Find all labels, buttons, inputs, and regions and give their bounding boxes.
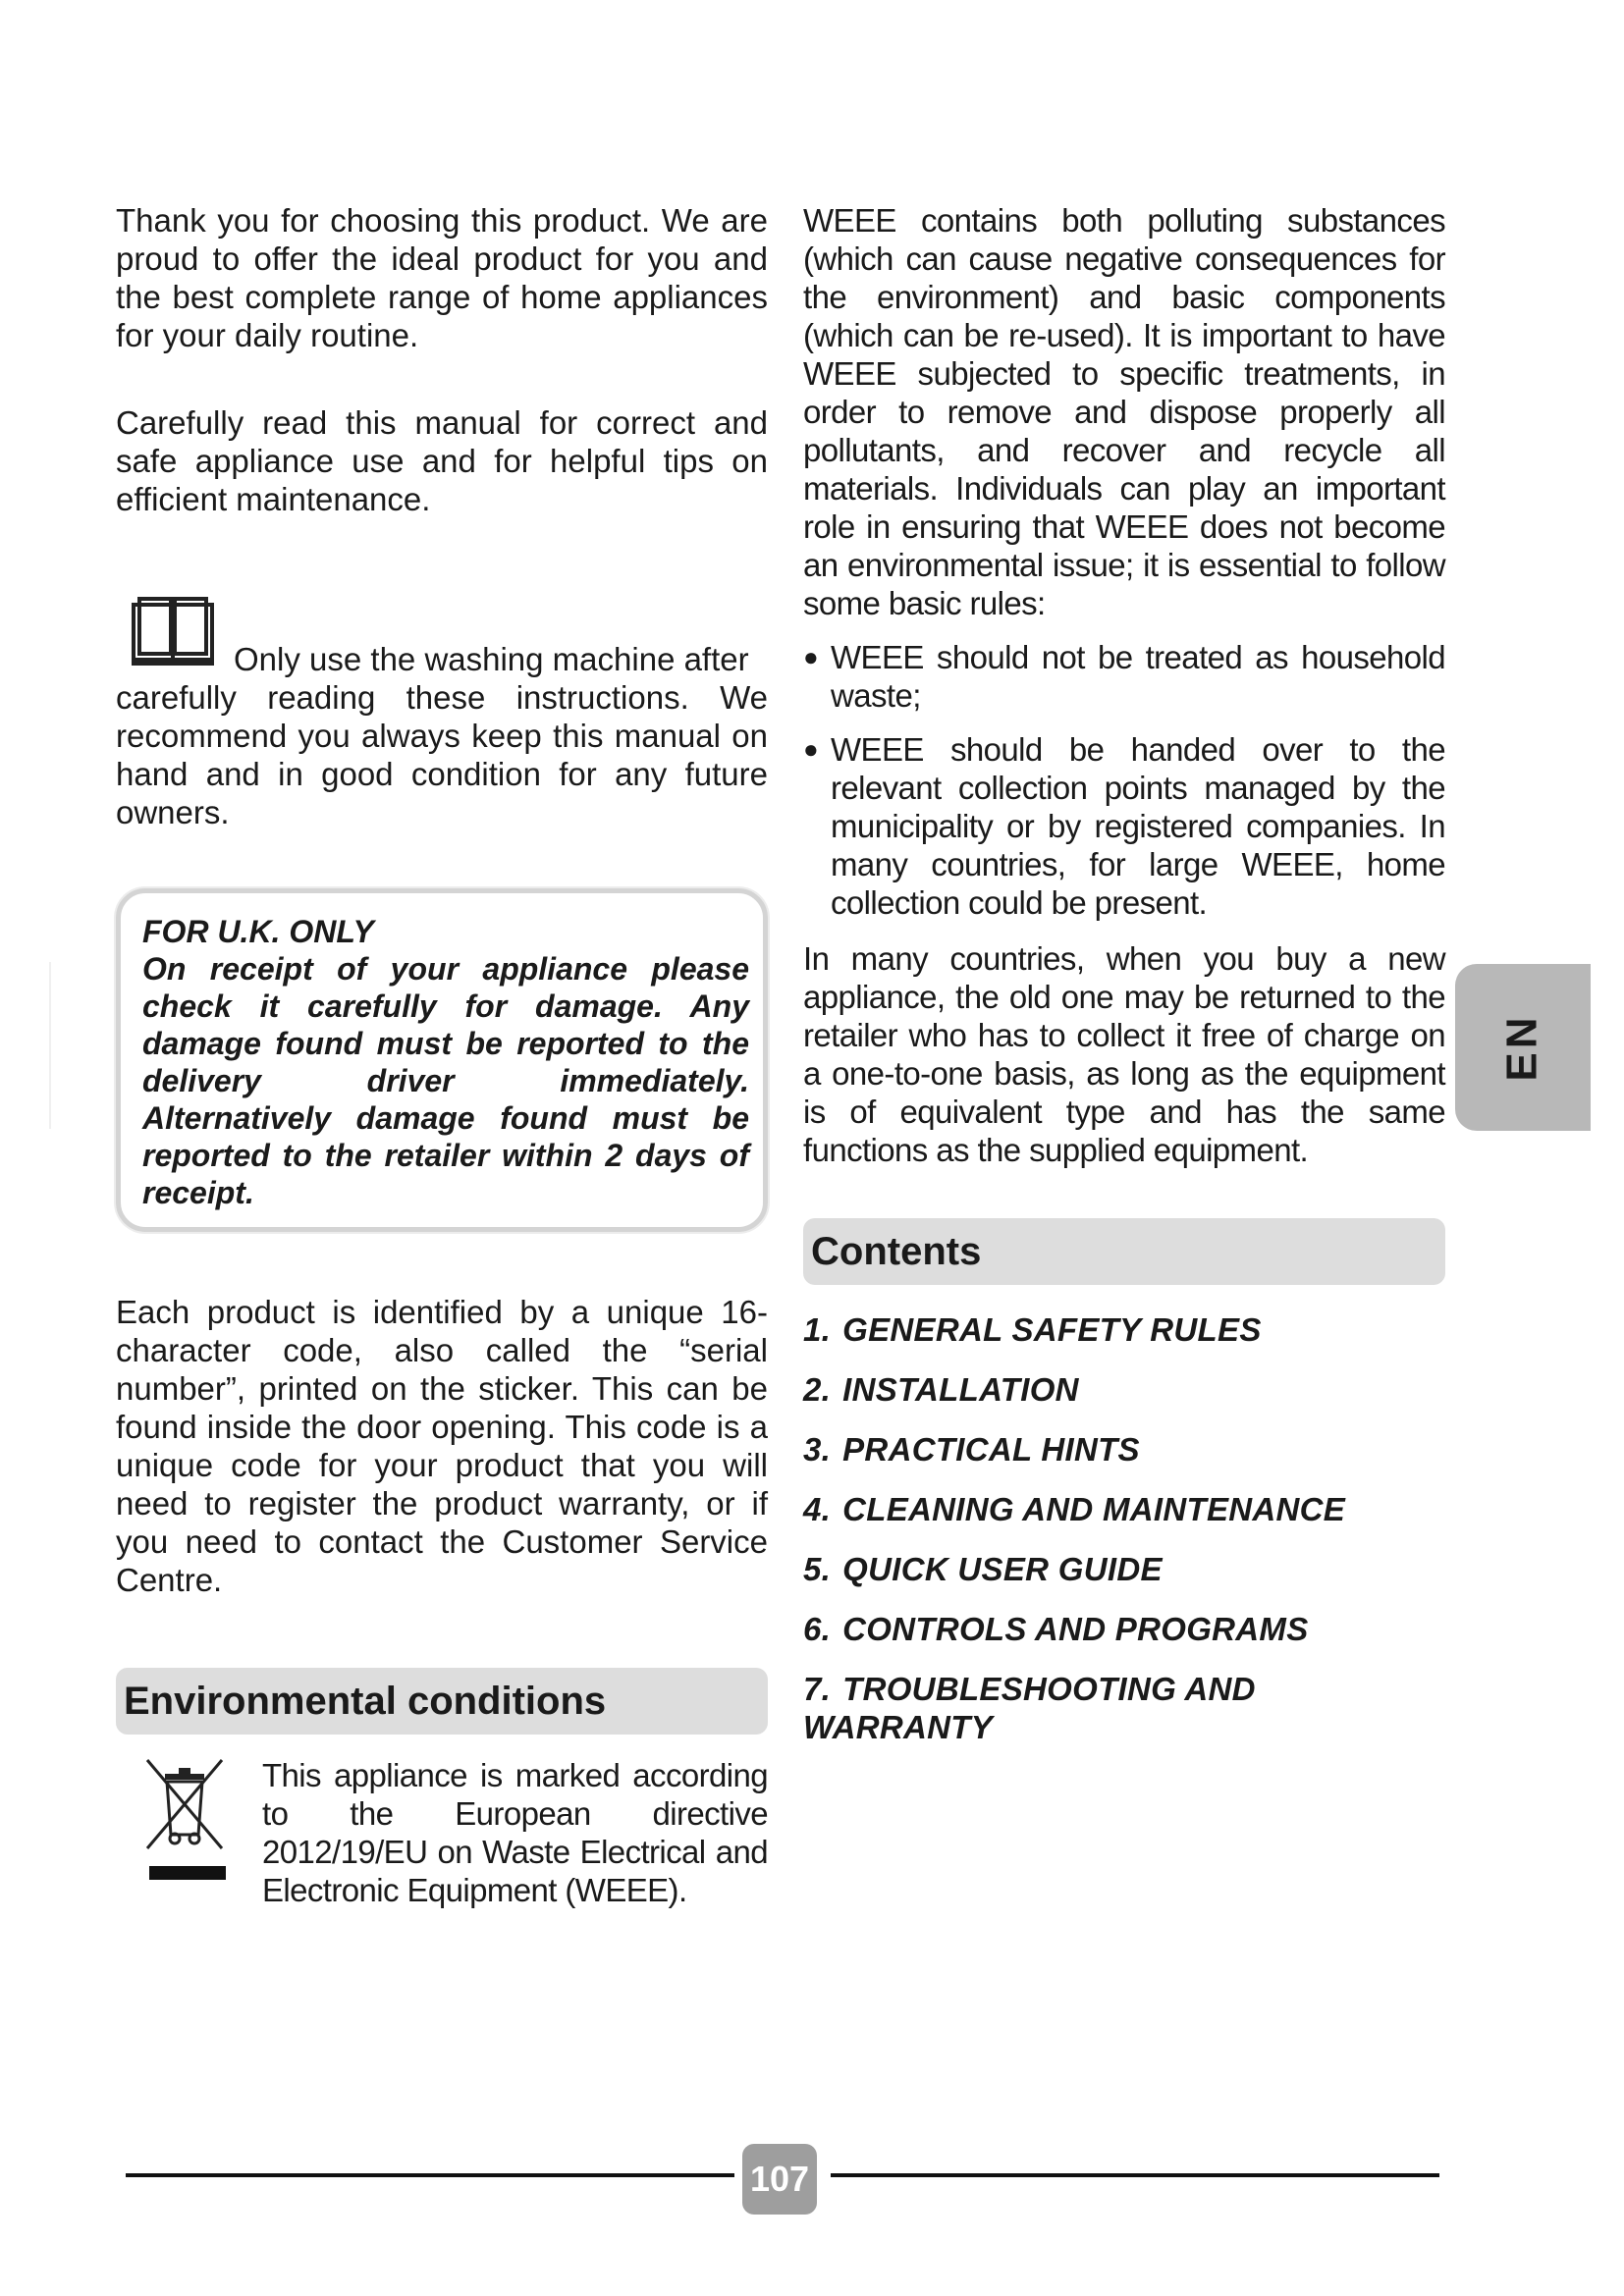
language-tab xyxy=(1455,964,1591,1131)
manual-note-text: carefully reading these instructions. We recommend you always keep this manual on hand and in good condition for any future owners. xyxy=(116,679,768,830)
weee-bullet-text: WEEE should not be treated as household waste; xyxy=(831,639,1445,714)
manual-note-first-line: Only use the washing machine after xyxy=(234,641,749,677)
contents-list xyxy=(803,1310,1445,1746)
contents-item[interactable]: 6. CONTROLS AND PROGRAMS xyxy=(803,1611,1309,1647)
left-column xyxy=(116,201,768,1909)
right-column xyxy=(803,201,1445,1768)
language-tab-label: EN xyxy=(1498,1013,1546,1082)
environmental-body xyxy=(116,1756,768,1909)
weee-bullet xyxy=(803,638,1445,715)
weee-bullet-text: WEEE should be handed over to the relevant collection points managed by the municipality or by registered companies. In many countries, for large WEEE, home collection could be present. xyxy=(831,731,1445,921)
footer-rule xyxy=(831,2173,1439,2177)
uk-only-title: FOR U.K. ONLY xyxy=(142,914,374,949)
manual-note xyxy=(116,595,768,831)
bullet-dot-icon: ● xyxy=(803,642,819,671)
contents-item[interactable]: 2. INSTALLATION xyxy=(803,1371,1079,1408)
contents-heading: Contents xyxy=(803,1218,1445,1285)
footer-rule xyxy=(126,2173,734,2177)
margin-mark xyxy=(49,962,51,1129)
book-icon xyxy=(130,595,216,667)
manual-tip-paragraph: Carefully read this manual for correct and safe appliance use and for helpful tips on efficient maintenance. xyxy=(116,404,768,517)
uk-only-box xyxy=(116,888,768,1232)
environmental-text: This appliance is marked according to the European directive 2012/19/EU on Waste Electrical and Electronic Equipment (WEEE). xyxy=(262,1757,768,1908)
bullet-dot-icon: ● xyxy=(803,734,819,764)
weee-bullet xyxy=(803,730,1445,922)
intro-paragraph: Thank you for choosing this product. We are proud to offer the ideal product for you and the best complete range of home appliances for your daily routine. xyxy=(116,202,768,353)
contents-item[interactable]: 3. PRACTICAL HINTS xyxy=(803,1431,1140,1468)
return-old-appliance-paragraph: In many countries, when you buy a new appliance, the old one may be returned to the retailer who has to collect it free of charge on a one-to-one basis, as long as the equipment is of equivalent type and has the same functions as the supplied equipment. xyxy=(803,940,1445,1168)
weee-paragraph: WEEE contains both polluting substances (which can cause negative consequences for the environment) and basic components (which can be re-used). It is important to have WEEE subjected to specific treatments, in order to remove and dispose properly all pollutants, and recover and recycle all materials. Individuals can play an important role in ensuring that WEEE does not become an environmental issue; it is essential to follow some basic rules: xyxy=(803,202,1445,621)
crossed-bin-icon xyxy=(137,1756,236,1884)
contents-item[interactable]: 7. TROUBLESHOOTING AND WARRANTY xyxy=(803,1671,1256,1745)
contents-item[interactable]: 5. QUICK USER GUIDE xyxy=(803,1551,1163,1587)
page-number: 107 xyxy=(742,2144,817,2215)
contents-item[interactable]: 1. GENERAL SAFETY RULES xyxy=(803,1311,1262,1348)
environmental-heading: Environmental conditions xyxy=(116,1668,768,1735)
serial-number-paragraph: Each product is identified by a unique 16-character code, also called the “serial number”, printed on the sticker. This can be found inside the door opening. This code is a unique code for your product that you will need to register the product warranty, or if you need to contact the Customer Service Centre. xyxy=(116,1294,768,1598)
contents-item[interactable]: 4. CLEANING AND MAINTENANCE xyxy=(803,1491,1346,1527)
uk-only-body: On receipt of your appliance please check it carefully for damage. Any damage found must be reported to the delivery driver immediately. Alternatively damage found must be reported to the retailer within 2 days of receipt. xyxy=(142,951,749,1210)
